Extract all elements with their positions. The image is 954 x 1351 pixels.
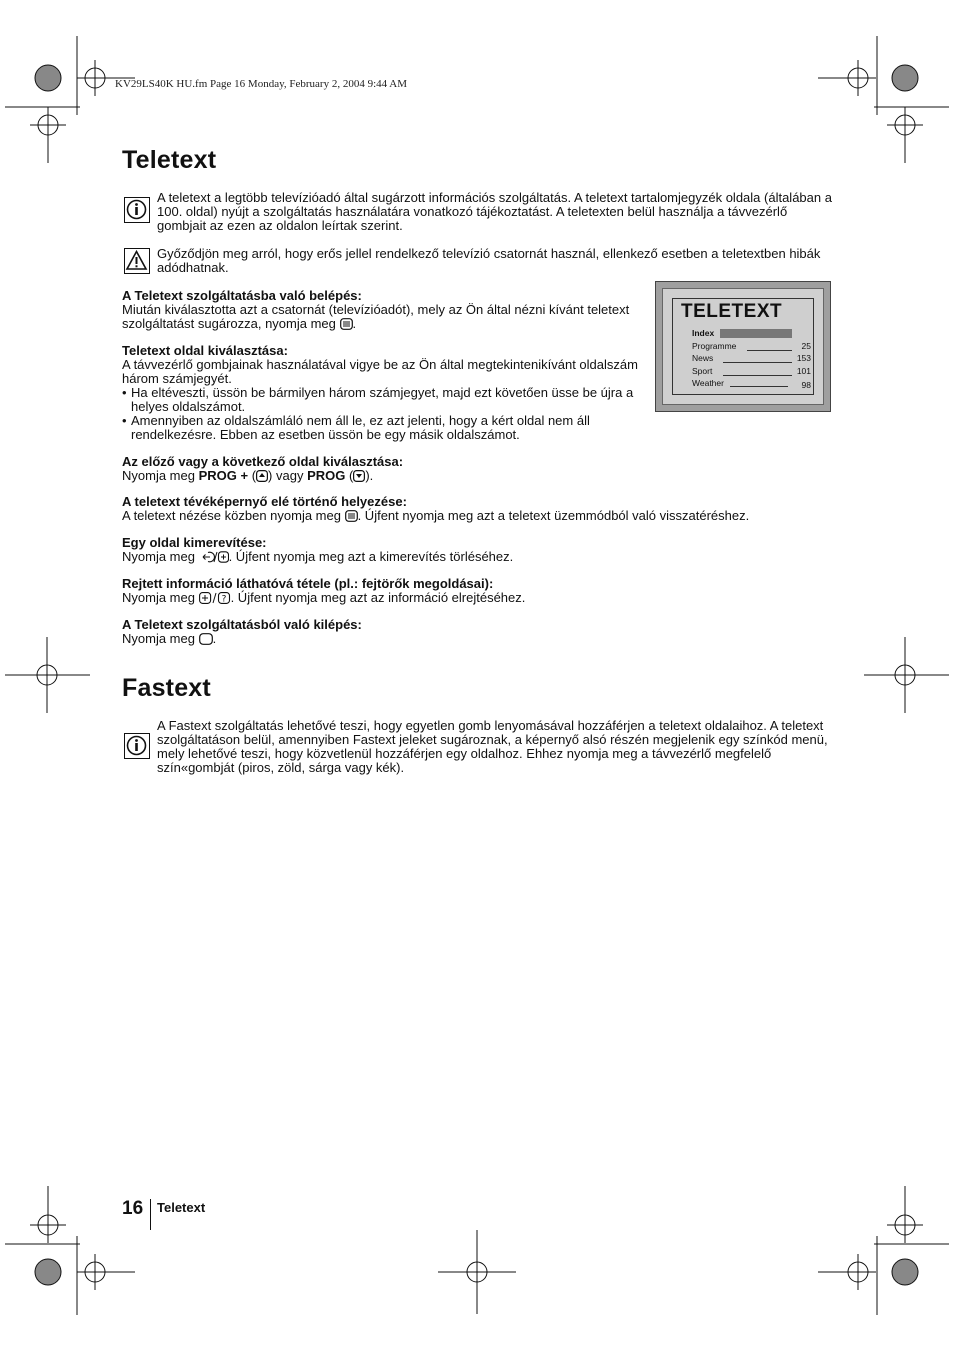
- page-up-icon: [256, 470, 268, 485]
- footer-section-label: Teletext: [157, 1200, 206, 1215]
- warning-icon: [124, 248, 150, 274]
- screen-row-index: Index: [692, 328, 715, 338]
- screen-title: TELETEXT: [681, 301, 783, 322]
- screen-row-label: News: [692, 353, 714, 363]
- screen-row-label: Sport: [692, 366, 713, 376]
- section-mix: [122, 495, 822, 525]
- reveal-icon: [199, 592, 231, 607]
- page-number: 16: [122, 1198, 144, 1219]
- section-text: . Újfent nyomja meg azt az információ elrejtéséhez.: [230, 590, 526, 605]
- section-reveal: [122, 577, 822, 607]
- teletext-screen-illustration: [655, 281, 831, 412]
- fastext-title: Fastext: [122, 674, 211, 702]
- section-heading: Teletext oldal kiválasztása:: [122, 343, 288, 358]
- screen-row-value: 98: [801, 380, 811, 390]
- screen-row-value: 101: [796, 366, 811, 376]
- section-page-select: [122, 344, 644, 442]
- teletext-title: Teletext: [122, 146, 217, 174]
- section-heading: A Teletext szolgáltatásba való belépés:: [122, 288, 362, 303]
- hold-icon: [199, 551, 229, 566]
- footer-divider: [150, 1199, 151, 1230]
- section-heading: Az előző vagy a következő oldal kiválasztása:: [122, 454, 404, 469]
- section-prev-next: Az előző vagy a következő oldal kiválasztása: Nyomja meg PROG + ( ) vagy PROG ( ).: [122, 455, 822, 485]
- teletext-intro: A teletext a legtöbb televízióadó által sugárzott információs szolgáltatás. A teletext tartalomjegyzék oldala (általában a 100. oldal) nyújt a szolgáltatás használatára vonatkozó tájékoztatást. A teletexten belül használja a távvezérlő gombjait az ezen az oldalon leírtak szerint.: [157, 190, 832, 233]
- section-heading: A teletext tévéképernyő elé történő helyezése:: [122, 494, 407, 509]
- section-heading: Egy oldal kimerevítése:: [122, 535, 267, 550]
- list-item: • Amennyiben az oldalszámláló nem áll le, ez azt jelenti, hogy a kért oldal nem áll rendelkezésre. Ebben az esetben üssön be egy másik oldalszámot.: [122, 414, 644, 442]
- section-text: Nyomja meg: [122, 549, 199, 564]
- file-header: KV29LS40K HU.fm Page 16 Monday, February 2, 2004 9:44 AM: [115, 78, 407, 90]
- section-exit: A Teletext szolgáltatásból való kilépés: Nyomja meg .: [122, 618, 822, 648]
- prog-minus-label: PROG: [307, 468, 346, 483]
- prog-plus-label: PROG +: [198, 468, 249, 483]
- screen-row-value: 153: [796, 353, 811, 363]
- teletext-button-icon: [345, 510, 358, 525]
- list-item: • Ha eltéveszti, üssön be bármilyen három számjegyet, majd ezt követően üsse be újra a helyes oldalszámot.: [122, 386, 644, 414]
- info-icon: [124, 197, 150, 223]
- section-text: vagy: [272, 468, 308, 483]
- section-text: Nyomja meg: [122, 468, 199, 483]
- screen-index-bar: [720, 329, 792, 338]
- fastext-text: A Fastext szolgáltatás lehetővé teszi, hogy egyetlen gomb lenyomásával hozzáférjen a teletext oldalaihoz. A teletext szolgáltatáson belül, amennyiben Fastext jeleket sugároznak, a képernyő alsó részén megjelenik egy színkód menü, mely lehetővé teszi, hogy közvetlenül hozzáférjen egy oldalhoz. Ehhez nyomja meg a távvezérlő megfelelő szín«gombját (piros, zöld, sárga vagy kék).: [157, 718, 828, 775]
- info-icon: [124, 733, 150, 759]
- section-text: Nyomja meg: [122, 631, 199, 646]
- section-text: Nyomja meg: [122, 590, 199, 605]
- section-enter: A Teletext szolgáltatásba való belépés: Miután kiválasztotta azt a csatornát (televízióadót), mely az Ön által nézni kívánt teletext szolgáltatást sugározza, nyomja meg .: [122, 289, 642, 333]
- section-text: A távvezérlő gombjainak használatával vigye be az Ön által megtekintenikívánt oldalszám három számjegyét.: [122, 357, 638, 386]
- section-hold: [122, 536, 822, 566]
- svg-text:?: ?: [221, 594, 226, 604]
- screen-row-label: Weather: [692, 378, 724, 388]
- section-heading: A Teletext szolgáltatásból való kilépés:: [122, 617, 362, 632]
- section-text: Miután kiválasztotta azt a csatornát (televízióadót), mely az Ön által nézni kívánt teletext szolgáltatást sugározza, nyomja meg: [122, 302, 630, 331]
- tv-button-icon: [199, 633, 213, 648]
- section-heading: Rejtett információ láthatóvá tétele (pl.: fejtörők megoldásai):: [122, 576, 494, 591]
- page-down-icon: [353, 470, 365, 485]
- section-text: A teletext nézése közben nyomja meg: [122, 508, 345, 523]
- section-text: . Újfent nyomja meg azt a teletext üzemmódból való visszatéréshez.: [357, 508, 750, 523]
- screen-row-label: Programme: [692, 341, 737, 351]
- teletext-button-icon: [340, 318, 353, 333]
- screen-row-value: 25: [801, 341, 811, 351]
- teletext-warning: Győződjön meg arról, hogy erős jellel rendelkező televízió csatornát használ, ellenkező esetben a teletextben hibák adódhatnak.: [157, 246, 821, 275]
- section-text: . Újfent nyomja meg azt a kimerevítés törléséhez.: [228, 549, 514, 564]
